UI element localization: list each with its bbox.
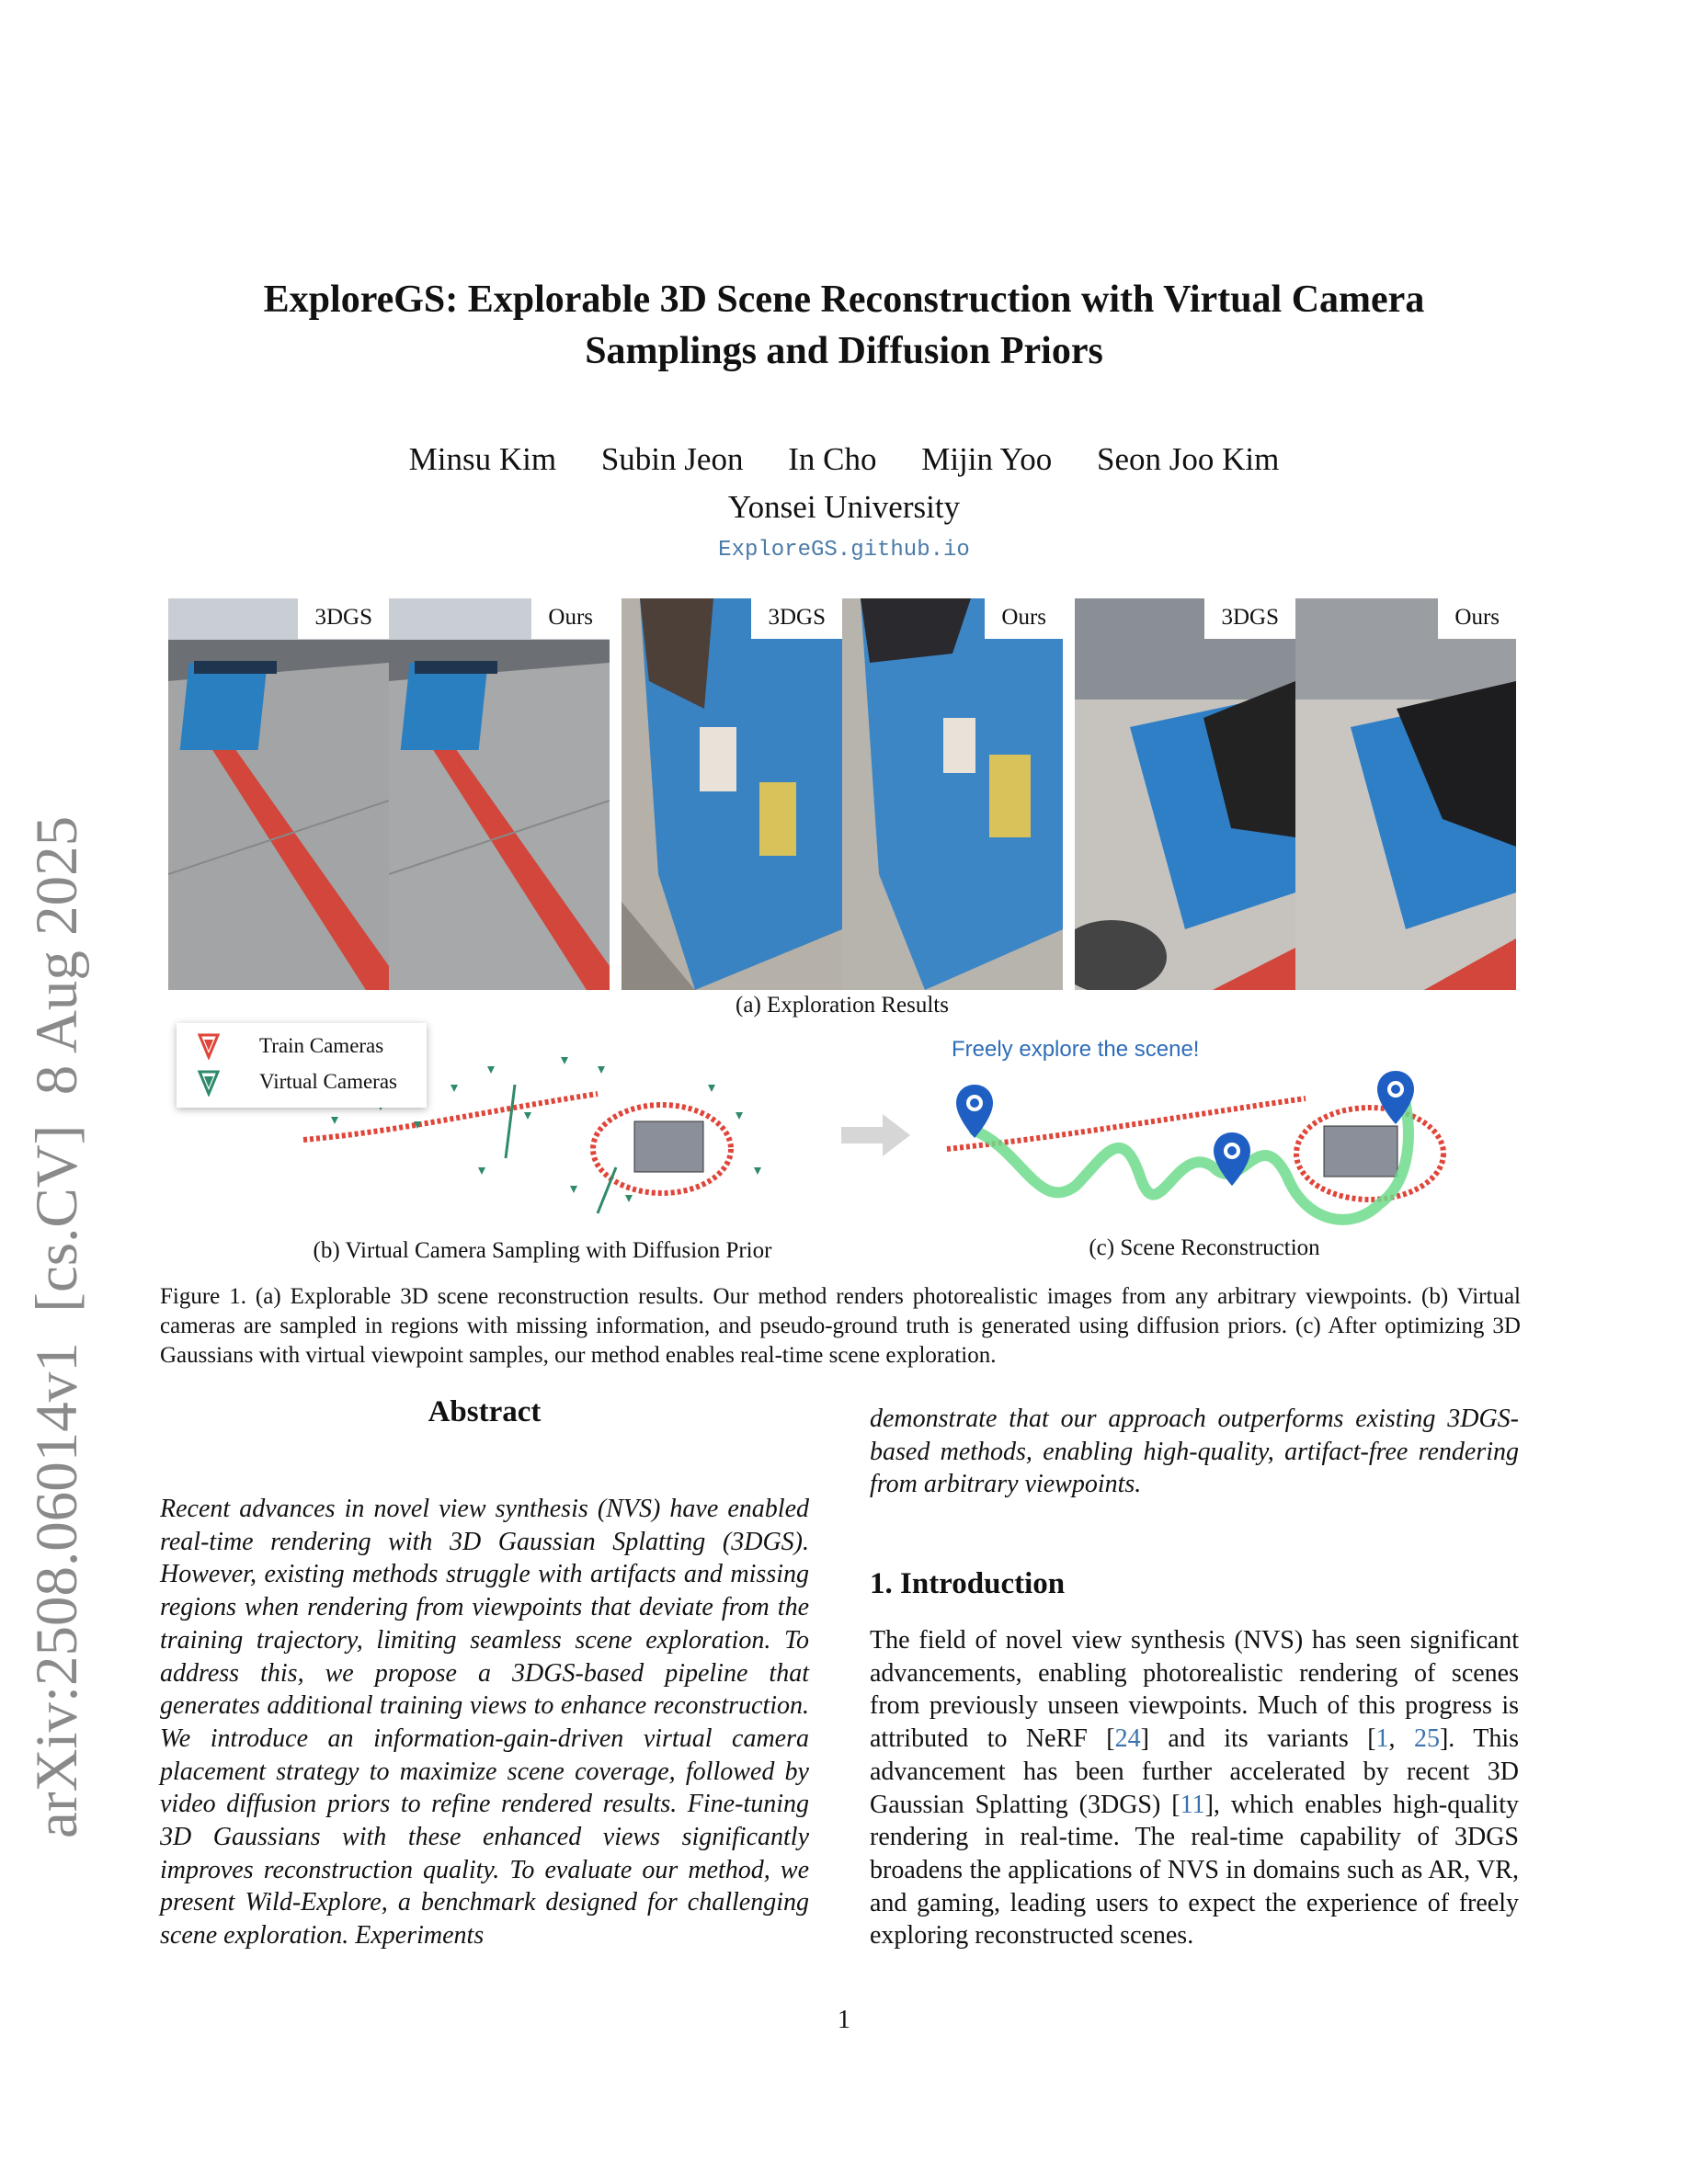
legend-train-cameras: Train Cameras: [259, 1034, 384, 1057]
affiliation: Yonsei University: [727, 489, 961, 525]
panel-scene2-3dgs: [622, 598, 842, 990]
arxiv-side-stamp: arXiv:2508.06014v1 [cs.CV] 8 Aug 2025: [24, 815, 90, 1838]
intro-text: ] and its variants [: [1140, 1724, 1376, 1754]
abstract-heading: Abstract: [428, 1395, 542, 1428]
panel-scene3-3dgs: [1075, 598, 1295, 990]
scene3-3dgs-image: [1075, 598, 1295, 990]
author: Mijin Yoo: [921, 441, 1053, 477]
legend-virtual-cameras: Virtual Cameras: [259, 1070, 397, 1093]
title-line-2: Samplings and Diffusion Priors: [585, 330, 1103, 372]
scene1-3dgs-image: [168, 598, 389, 990]
intro-text: ], which enables high-quality rendering in real-time. The real-time capability of 3DGS broadens the applications of NVS in domains such as AR, VR, and gaming, leading users to expect the experience of freely exploring reconstructed scenes.: [870, 1790, 1519, 1951]
subcaption-a: (a) Exploration Results: [736, 993, 949, 1018]
scene2-ours-image: [842, 598, 1063, 990]
location-pin-icon: [1375, 1069, 1416, 1126]
title-line-1: ExploreGS: Explorable 3D Scene Reconstruction with Virtual Camera: [263, 279, 1425, 321]
project-url[interactable]: ExploreGS.github.io: [718, 538, 970, 563]
virtual-camera-icon: [197, 1069, 221, 1097]
train-camera-icon: [197, 1032, 221, 1060]
subcaption-c: (c) Scene Reconstruction: [1089, 1235, 1320, 1260]
paper-title: [184, 274, 1504, 377]
section-heading: 1. Introduction: [870, 1567, 1066, 1600]
citation-link[interactable]: 24: [1114, 1724, 1141, 1754]
scene2-3dgs-image: [622, 598, 842, 990]
explore-callout: Freely explore the scene!: [952, 1037, 1200, 1062]
panel-label: 3DGS: [298, 598, 389, 639]
author: Subin Jeon: [600, 441, 744, 477]
intro-paragraph: [870, 1624, 1519, 1952]
intro-text: The field of novel view synthesis (NVS) has seen significant advancements, enabling photorealistic rendering of scenes from previously unseen viewpoints. Much of this progress is attributed to NeRF [: [870, 1626, 1519, 1754]
panel-scene1-3dgs: [168, 598, 389, 990]
citation-link[interactable]: 1: [1375, 1724, 1389, 1754]
subcaption-b: (b) Virtual Camera Sampling with Diffusion Prior: [313, 1238, 772, 1263]
panel-label: Ours: [531, 598, 610, 639]
location-pin-icon: [1212, 1131, 1252, 1188]
abstract-text: Recent advances in novel view synthesis (NVS) have enabled real-time rendering with 3D Gaussian Splatting (3DGS). However, existing methods struggle with artifacts and missing regions when rendering from viewpoints that deviate from the training trajectory, limiting seamless scene exploration. To address this, we propose a 3DGS-based pipeline that generates additional training views to enhance reconstruction. We introduce an information-gain-driven virtual camera placement strategy to maximize scene coverage, followed by video diffusion priors to refine rendered results. Fine-tuning 3D Gaussians with these enhanced views significantly improves reconstruction quality. To evaluate our method, we present Wild-Explore, a benchmark designed for challenging scene exploration. Experiments: [160, 1495, 809, 1951]
citation-link[interactable]: 25: [1413, 1724, 1440, 1754]
author-list: [184, 441, 1504, 478]
abstract-text-continued: demonstrate that our approach outperforms existing 3DGS-based methods, enabling high-quality, artifact-free rendering from arbitrary viewpoints.: [870, 1405, 1519, 1499]
panel-scene1-ours: [389, 598, 610, 990]
author: Seon Joo Kim: [1096, 441, 1280, 477]
author: In Cho: [788, 441, 877, 477]
panel-scene3-ours: [1295, 598, 1516, 990]
camera-legend: [177, 1023, 427, 1108]
panel-label: Ours: [985, 598, 1063, 639]
panel-scene2-ours: [842, 598, 1063, 990]
scene3-ours-image: [1295, 598, 1516, 990]
location-pin-icon: [954, 1083, 995, 1140]
author: Minsu Kim: [408, 441, 557, 477]
page-number: 1: [838, 2006, 850, 2034]
panel-label: Ours: [1438, 598, 1516, 639]
intro-text: ]. This advancement has been further accelerated by recent 3D Gaussian Splatting (3DGS) [: [870, 1724, 1520, 1819]
scene1-ours-image: [389, 598, 610, 990]
citation-link[interactable]: 11: [1180, 1790, 1205, 1819]
figure-caption: Figure 1. (a) Explorable 3D scene reconstruction results. Our method renders photorealistic images from any arbitrary viewpoints. (b) Virtual cameras are sampled in regions with missing information, and pseudo-ground truth is generated using diffusion priors. (c) After optimizing 3D Gaussians with virtual viewpoint samples, our method enables real-time scene exploration.: [160, 1284, 1521, 1368]
panel-label: 3DGS: [751, 598, 842, 639]
panel-label: 3DGS: [1204, 598, 1295, 639]
intro-text: ,: [1388, 1724, 1414, 1754]
right-arrow-icon: [841, 1114, 910, 1156]
